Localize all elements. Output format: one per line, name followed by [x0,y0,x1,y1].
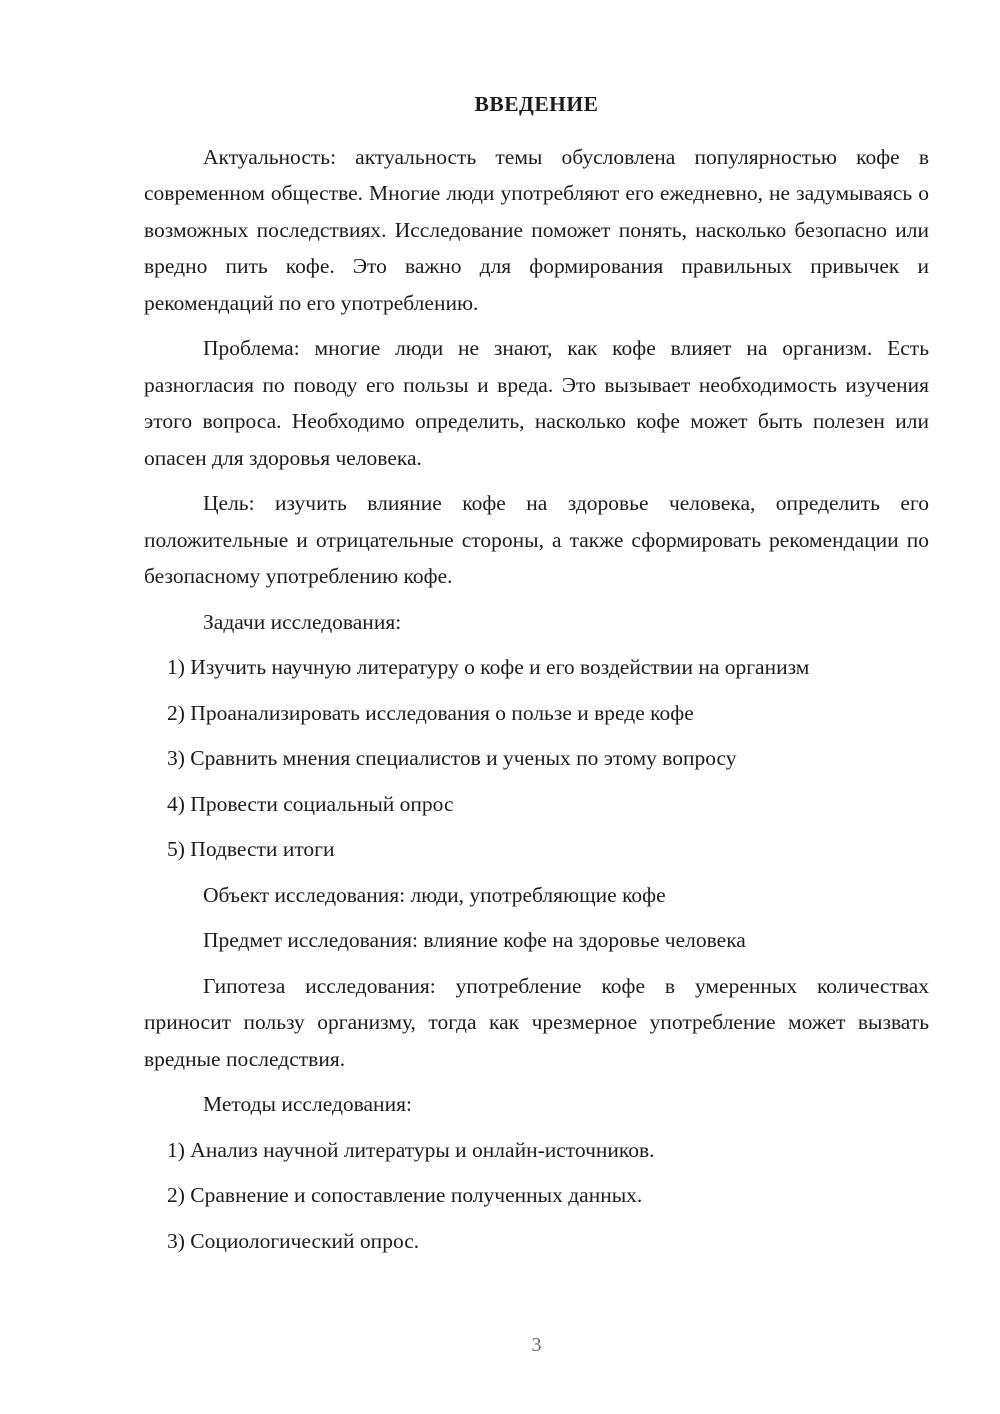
task-item-1-marker: 1) [167,655,185,679]
task-item-1 [167,649,929,686]
task-item-2-marker: 2) [167,700,185,725]
tasks-heading: Задачи исследования: [203,609,402,634]
task-item-2-text: Проанализировать исследования о пользе и вреде кофе [190,700,694,725]
paragraph-object: Объект исследования: люди, употребляющие кофе [203,882,666,907]
task-item-5 [167,831,929,868]
task-item-4-marker: 4) [167,791,185,816]
method-item-3-text: Социологический опрос. [190,1228,420,1253]
task-item-3-marker: 3) [167,746,185,770]
page-number: 3 [531,1334,542,1356]
task-item-5-marker: 5) [167,837,185,861]
task-item-2 [167,695,929,732]
method-item-2-text: Сравнение и сопоставление полученных данных. [190,1183,643,1207]
section-heading: ВВЕДЕНИЕ [474,92,599,116]
task-item-5-text: Подвести итоги [190,837,335,861]
task-item-4 [167,786,929,823]
page-content [144,86,929,1268]
paragraph-problem: Проблема: многие люди не знают, как кофе влияет на организм. Есть разногласия по поводу его пользы и вреда. Это вызывает необходимость изучения этого вопроса. Необходимо определить, насколько кофе может быть полезен или опасен для здоровья человека. [144,336,929,470]
method-item-2 [167,1177,929,1214]
task-item-3 [167,740,929,777]
methods-heading: Методы исследования: [203,1092,412,1116]
task-item-4-text: Провести социальный опрос [190,791,454,816]
method-item-1-marker: 1) [167,1137,185,1162]
paragraph-subject: Предмет исследования: влияние кофе на здоровье человека [203,928,746,952]
method-item-3 [167,1223,929,1260]
method-item-1 [167,1132,929,1169]
task-item-1-text: Изучить научную литературу о кофе и его воздействии на организм [190,655,810,679]
method-item-3-marker: 3) [167,1228,185,1253]
paragraph-relevance: Актуальность: актуальность темы обусловлена популярностью кофе в современном обществе. Многие люди употребляют его ежедневно, не задумываясь о возможных последствиях. Исследование поможет понять, насколько безопасно или вредно пить кофе. Это важно для формирования правильных привычек и рекомендаций по его употреблению. [144,144,929,315]
task-item-3-text: Сравнить мнения специалистов и ученых по этому вопросу [190,746,737,770]
paragraph-hypothesis: Гипотеза исследования: употребление кофе в умеренных количествах приносит пользу организму, тогда как чрезмерное употребление может вызвать вредные последствия. [144,973,929,1071]
method-item-2-marker: 2) [167,1183,185,1207]
method-item-1-text: Анализ научной литературы и онлайн-источников. [190,1137,655,1162]
paragraph-goal: Цель: изучить влияние кофе на здоровье человека, определить его положительные и отрицательные стороны, а также сформировать рекомендации по безопасному употреблению кофе. [144,491,929,588]
